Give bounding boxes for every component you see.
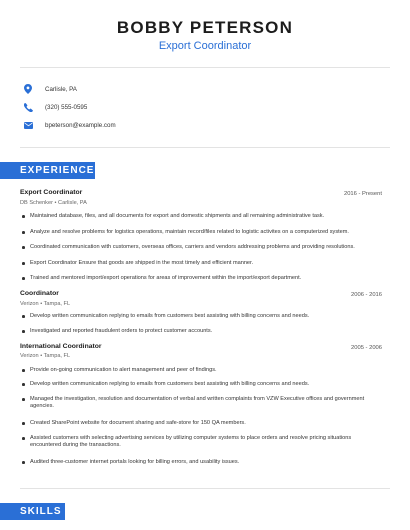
candidate-role: Export Coordinator: [158, 40, 252, 52]
job-location: Tampa, FL: [43, 301, 71, 307]
job-dates: 2016 - Present: [343, 191, 382, 197]
list-item: Maintained database, files, and all documents for export and domestic shipments and all remaining administrative task.: [20, 213, 324, 220]
list-item: Export Coordinator Ensure that goods are shipped in the most timely and efficient manner.: [20, 260, 253, 267]
section-heading-experience: EXPERIENCE: [0, 162, 95, 179]
job-dates: 2006 - 2016: [351, 292, 382, 298]
job-company-line: Verizon • Tampa, FL: [20, 301, 71, 307]
list-item: Develop written communication replying to emails from customers best assisting with billing concerns and needs.: [20, 313, 309, 320]
contact-email-text: bpeterson@example.com: [45, 121, 116, 129]
list-item: Trained and mentored import/export operations for areas of improvement within the import/export department.: [20, 275, 301, 282]
job-title: Coordinator: [20, 290, 59, 297]
header-divider: [20, 67, 390, 68]
location-pin-icon: [23, 84, 33, 94]
list-item: Managed the investigation, resolution and documentation of verbal and written complaints from VZW Executive offices and government agencies.: [20, 396, 376, 411]
job-location: Tampa, FL: [43, 353, 71, 359]
list-item: Develop written communication replying to emails from customers best assisting with billing concerns and needs.: [20, 381, 309, 388]
job-company: Verizon: [20, 301, 39, 307]
job-title: International Coordinator: [20, 343, 102, 350]
list-item: Coordinated communication with customers, overseas offices, carriers and vendors addressing problems and providing resolutions.: [20, 244, 355, 251]
job-dates: 2005 - 2006: [351, 345, 382, 351]
list-item: Provide on-going communication to alert management and peer of findings.: [20, 367, 217, 374]
candidate-name: BOBBY PETERSON: [116, 18, 294, 37]
list-item: Investigated and reported fraudulent orders to protect customer accounts.: [20, 328, 212, 335]
contact-phone: [20, 100, 370, 114]
list-item: Assisted customers with selecting advertising services by utilizing computer systems to place orders and resolve pricing situations encountered during the transactions.: [20, 435, 376, 450]
contact-divider: [20, 147, 390, 148]
job-location: Carlisle, PA: [58, 200, 87, 206]
job-company-line: DB Schenker • Carlisle, PA: [20, 200, 87, 206]
list-item: Created SharePoint website for document sharing and safe-store for 150 QA members.: [20, 420, 246, 427]
resume-header: [0, 18, 410, 53]
contact-location: [20, 82, 370, 96]
contact-email: [20, 118, 370, 132]
job-company: Verizon: [20, 353, 39, 359]
job-company-line: Verizon • Tampa, FL: [20, 353, 71, 359]
job-title: Export Coordinator: [20, 189, 83, 196]
phone-icon: [23, 102, 33, 112]
contact-phone-text: (320) 555-0595: [45, 103, 88, 111]
section-heading-skills: SKILLS: [0, 503, 65, 520]
experience-divider: [20, 488, 390, 489]
email-icon: [23, 120, 33, 130]
job-company: DB Schenker: [20, 200, 53, 206]
list-item: Audited three-customer internet portals looking for billing errors, and usability issues.: [20, 459, 239, 466]
list-item: Analyze and resolve problems for logistics operations, maintain record/files related to logistic activites on a computerized system.: [20, 229, 349, 236]
contact-location-text: Carlisle, PA: [45, 85, 77, 93]
